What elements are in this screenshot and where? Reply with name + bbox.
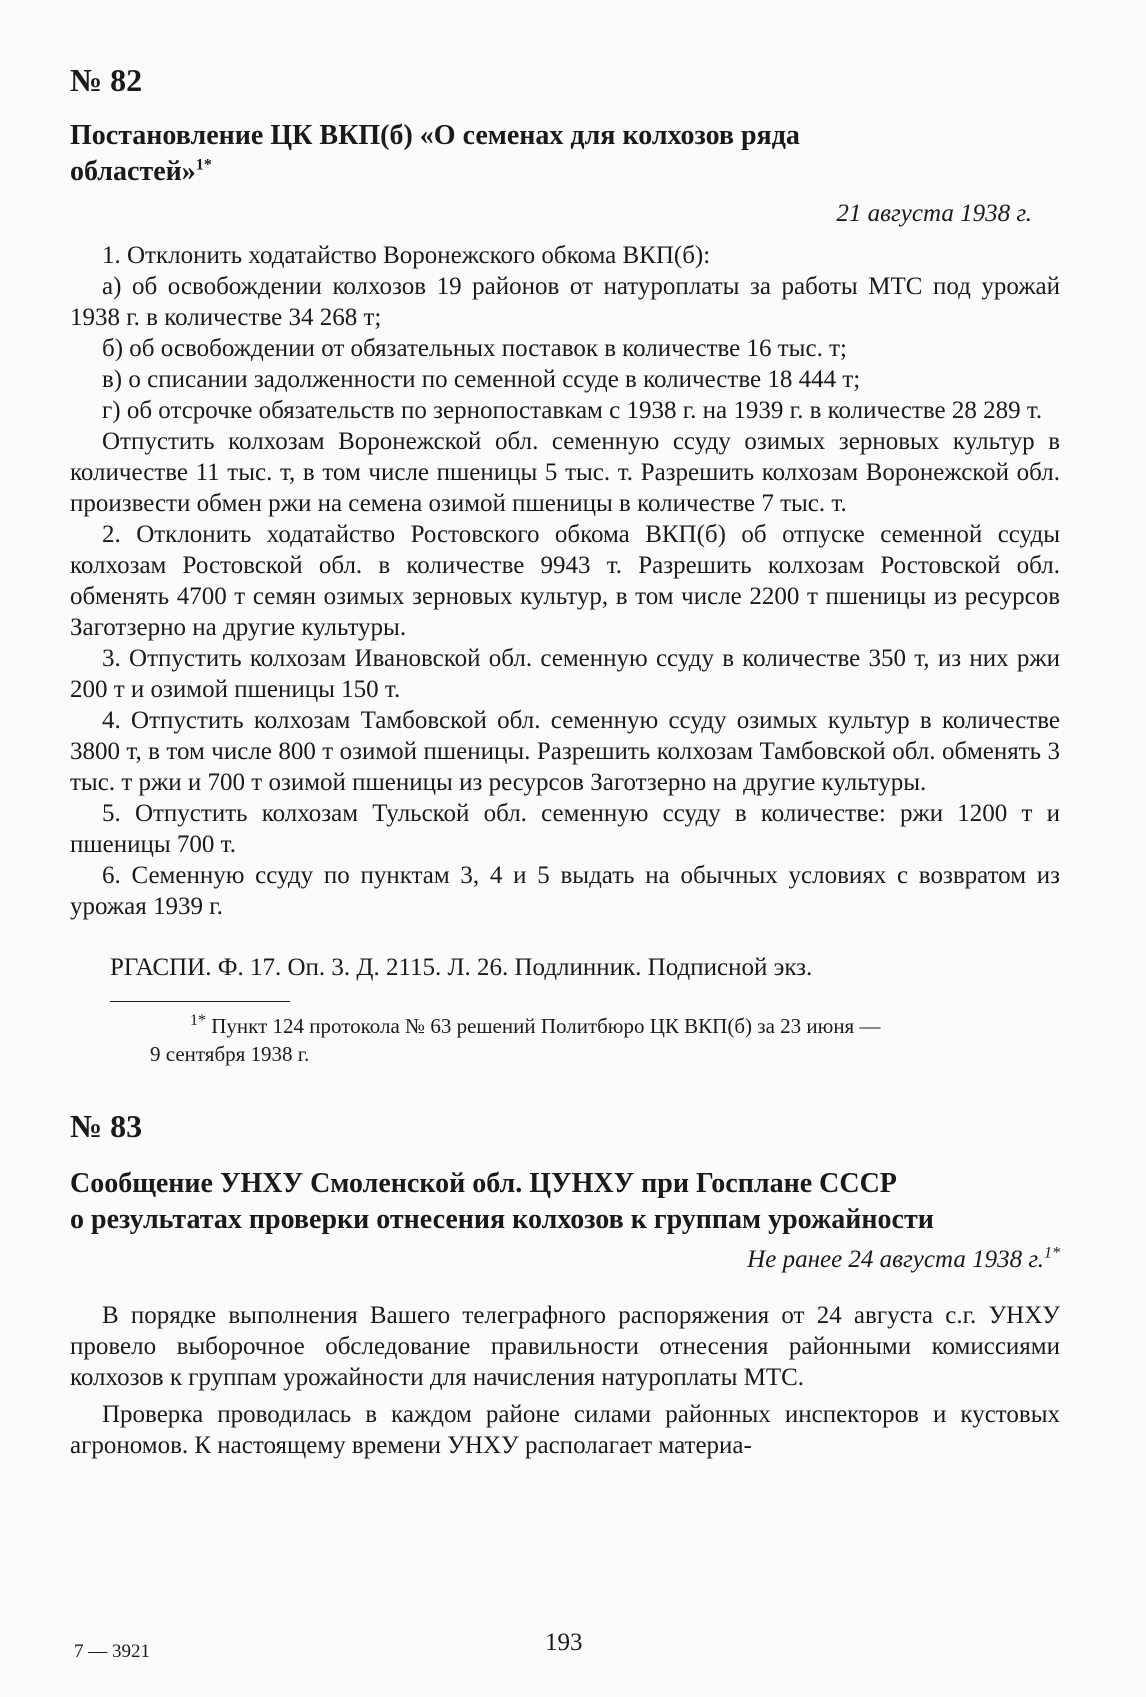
printer-signature: 7 — 3921 [74, 1641, 150, 1662]
document-83-paragraph-2: Проверка проводилась в каждом районе силами районных инспекторов и кустовых агрономов. К настоящему времени УНХУ располагает материа- [70, 1401, 1060, 1459]
item-4: 4. Отпустить колхозам Тамбовской обл. семенную ссуду озимых культур в количестве 3800 т, в том числе 800 т озимой пшеницы. Разрешить колхозам Тамбовской обл. обменять 3 тыс. т ржи и 700 т озимой пшеницы из ресурсов Заготзерно на другие культуры. [70, 707, 1060, 796]
item-3: 3. Отпустить колхозам Ивановской обл. семенную ссуду в количестве 350 т, из них ржи 200 т и озимой пшеницы 150 т. [70, 645, 1060, 703]
item-2: 2. Отклонить ходатайство Ростовского обкома ВКП(б) об отпуске семенной ссуды колхозам Ростовской обл. в количестве 9943 т. Разрешить колхозам Ростовской обл. обменять 4700 т семян озимых зерновых культур, в том числе 2200 т пшеницы из ресурсов Заготзерно на другие культуры. [70, 521, 1060, 641]
document-83-number: № 83 [70, 1108, 143, 1144]
item-1-c: в) о списании задолженности по семенной ссуде в количестве 18 444 т; [102, 366, 861, 393]
item-1-heading: 1. Отклонить ходатайство Воронежского обкома ВКП(б): [102, 242, 711, 269]
footnote [70, 1012, 1060, 1040]
document-82-title [70, 118, 910, 190]
document-82-title-text: Постановление ЦК ВКП(б) «О семенах для колхозов ряда областей» [70, 120, 800, 187]
page-number: 193 [545, 1629, 583, 1656]
item-1-release: Отпустить колхозам Воронежской обл. семенную ссуду озимых зерновых культур в количестве 11 тыс. т, в том числе пшеницы 5 тыс. т. Разрешить колхозам Воронежской обл. произвести обмен ржи на семена озимой пшеницы в количестве 7 тыс. т. [70, 428, 1060, 517]
document-82-date: 21 августа 1938 г. [836, 200, 1032, 227]
document-82 [70, 60, 1060, 1068]
archive-source: РГАСПИ. Ф. 17. Оп. 3. Д. 2115. Л. 26. Подлинник. Подписной экз. [110, 954, 813, 981]
footnote-line-1: Пункт 124 протокола № 63 решений Политбюро ЦК ВКП(б) за 23 июня — [211, 1014, 881, 1038]
document-82-body [70, 240, 1060, 922]
document-82-number: № 82 [70, 62, 143, 98]
document-83-date-text: Не ранее 24 августа 1938 г. [747, 1246, 1044, 1273]
item-1-a: а) об освобождении колхозов 19 районов от натуроплаты за работы МТС под урожай 1938 г. в количестве 34 268 т; [70, 273, 1060, 331]
item-1-d: г) об отсрочке обязательств по зернопоставкам с 1938 г. на 1939 г. в количестве 28 289 т. [102, 397, 1043, 424]
item-5: 5. Отпустить колхозам Тульской обл. семенную ссуду в количестве: ржи 1200 т и пшеницы 700 т. [70, 800, 1060, 858]
item-1-b: б) об освобождении от обязательных поставок в количестве 16 тыс. т; [102, 335, 847, 362]
document-83-title-line-1: Сообщение УНХУ Смоленской обл. ЦУНХУ при Госплане СССР [70, 1168, 897, 1199]
document-83-paragraph-1: В порядке выполнения Вашего телеграфного распоряжения от 24 августа с.г. УНХУ провело выборочное обследование правильности отнесения районными комиссиями колхозов к группам урожайности для начисления натуроплаты МТС. [70, 1302, 1060, 1391]
document-83-date [70, 1244, 1060, 1276]
document-83-title-line-2: о результатах проверки отнесения колхозов к группам урожайности [70, 1204, 934, 1235]
document-83 [70, 1106, 1060, 1461]
footnote-line-2: 9 сентября 1938 г. [150, 1042, 310, 1066]
footnote-divider [110, 1001, 290, 1002]
footnote-mark: 1* [190, 1012, 206, 1029]
document-82-title-note: 1* [195, 156, 212, 174]
document-83-date-note: 1* [1044, 1244, 1060, 1262]
item-6: 6. Семенную ссуду по пунктам 3, 4 и 5 выдать на обычных условиях с возвратом из урожая 1939 г. [70, 862, 1060, 920]
